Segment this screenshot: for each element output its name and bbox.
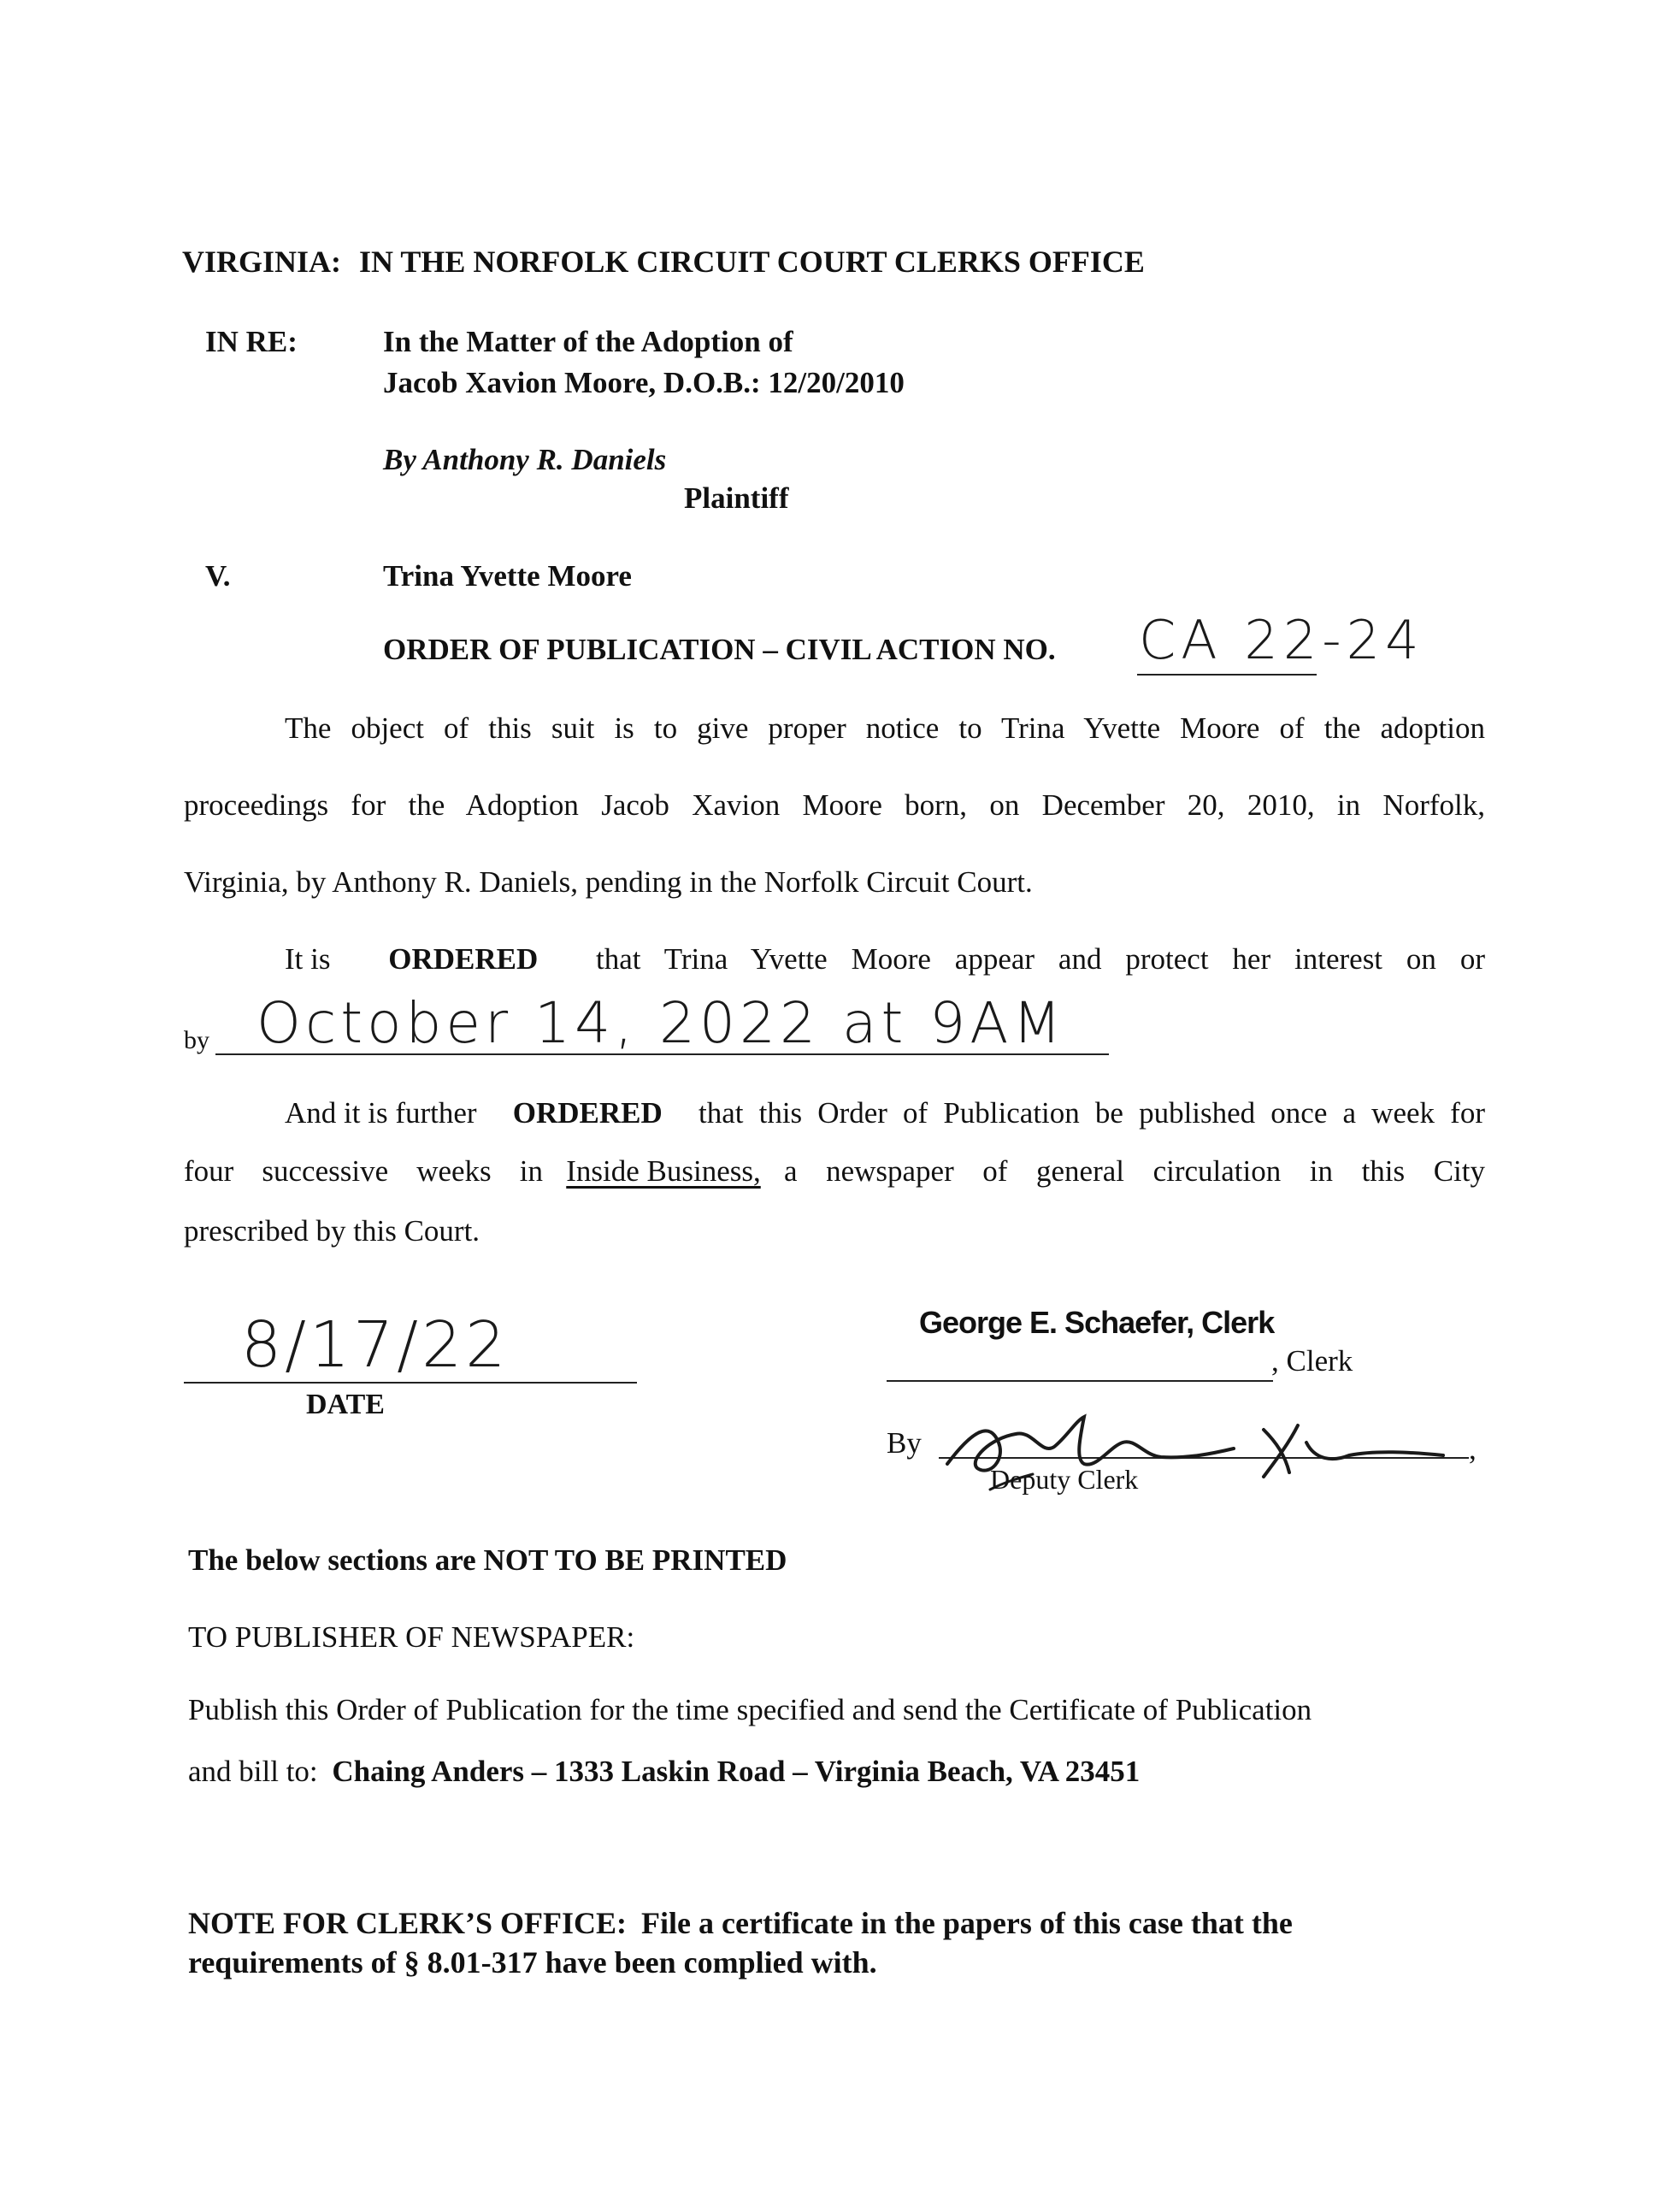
by-label: By: [887, 1426, 922, 1460]
paragraph-1-line-1: The object of this suit is to give proper notice to Trina Yvette Moore of the adoption: [285, 711, 1485, 745]
clerk-line: [887, 1380, 1273, 1382]
court-name: IN THE NORFOLK CIRCUIT COURT CLERKS OFFICE: [359, 245, 1145, 279]
case-matter-line2: Jacob Xavion Moore, D.O.B.: 12/20/2010: [383, 366, 905, 399]
p2-pre: It is: [285, 942, 331, 976]
paragraph-1-line-2: proceedings for the Adoption Jacob Xavion Moore born, on December 20, 2010, in Norfolk,: [184, 788, 1485, 822]
date-label: DATE: [306, 1389, 385, 1420]
signature-comma: ,: [1469, 1432, 1477, 1466]
p3-pre: And it is further: [285, 1096, 477, 1130]
in-re-label: IN RE:: [205, 325, 298, 358]
case-number-handwritten: CA 22-24: [1139, 609, 1424, 671]
clerk-note-label: NOTE FOR CLERK’S OFFICE:: [188, 1906, 628, 1940]
plaintiff-name: By Anthony R. Daniels: [383, 443, 667, 476]
appearance-date-handwritten: October 14, 2022 at 9AM: [256, 990, 1066, 1056]
case-number-underline: [1137, 674, 1317, 676]
deputy-clerk-label: Deputy Clerk: [990, 1464, 1139, 1495]
clerk-stamp: George E. Schaefer, Clerk: [919, 1305, 1275, 1340]
p3-line2-pre: four successive weeks in: [184, 1154, 543, 1188]
clerk-note-line2: requirements of § 8.01-317 have been complied with.: [188, 1945, 877, 1980]
bill-to-address: Chaing Anders – 1333 Laskin Road – Virginia Beach, VA 23451: [332, 1755, 1141, 1788]
p2-ordered: ORDERED: [388, 942, 539, 976]
paragraph-1-line-3: Virginia, by Anthony R. Daniels, pending in the Norfolk Circuit Court.: [184, 865, 1033, 899]
not-printed-emphasis: NOT TO BE PRINTED: [483, 1543, 787, 1577]
newspaper-name: Inside Business,: [566, 1154, 761, 1188]
paragraph-3-line-3: prescribed by this Court.: [184, 1214, 480, 1248]
not-printed-notice: [188, 1543, 787, 1578]
p2-by-label: by: [184, 1026, 209, 1054]
plaintiff-role: Plaintiff: [684, 481, 789, 515]
paragraph-2-line-1: [285, 942, 1485, 976]
clerk-note-text: File a certificate in the papers of this case that the: [641, 1906, 1293, 1940]
publisher-heading: TO PUBLISHER OF NEWSPAPER:: [188, 1620, 635, 1654]
versus-label: V.: [205, 559, 231, 593]
publisher-instruction-line1: Publish this Order of Publication for the time specified and send the Certificate of Publication: [188, 1693, 1312, 1726]
publisher-instruction-line2: [188, 1755, 1140, 1789]
defendant-name: Trina Yvette Moore: [383, 559, 632, 593]
jurisdiction: VIRGINIA:: [182, 245, 342, 279]
bill-to-label: and bill to:: [188, 1755, 318, 1788]
paragraph-3-line-1: [285, 1096, 1485, 1130]
paragraph-3-line-2: [184, 1154, 1485, 1189]
p3-line2-post: a newspaper of general circulation in this City: [784, 1154, 1485, 1188]
p2-post: that Trina Yvette Moore appear and protect her interest on or: [595, 942, 1485, 976]
order-title: ORDER OF PUBLICATION – CIVIL ACTION NO.: [383, 633, 1056, 666]
date-signature-line: [184, 1382, 637, 1384]
not-printed-pre: The below sections are: [188, 1543, 476, 1577]
clerk-note-line1: [188, 1905, 1293, 1941]
clerk-suffix: , Clerk: [1271, 1344, 1353, 1378]
p3-post: that this Order of Publication be published once a week for: [698, 1096, 1485, 1130]
case-matter-line1: In the Matter of the Adoption of: [383, 325, 793, 358]
signed-date-handwritten: 8/17/22: [241, 1308, 510, 1382]
court-header: [182, 244, 1145, 280]
p3-ordered: ORDERED: [512, 1096, 663, 1130]
